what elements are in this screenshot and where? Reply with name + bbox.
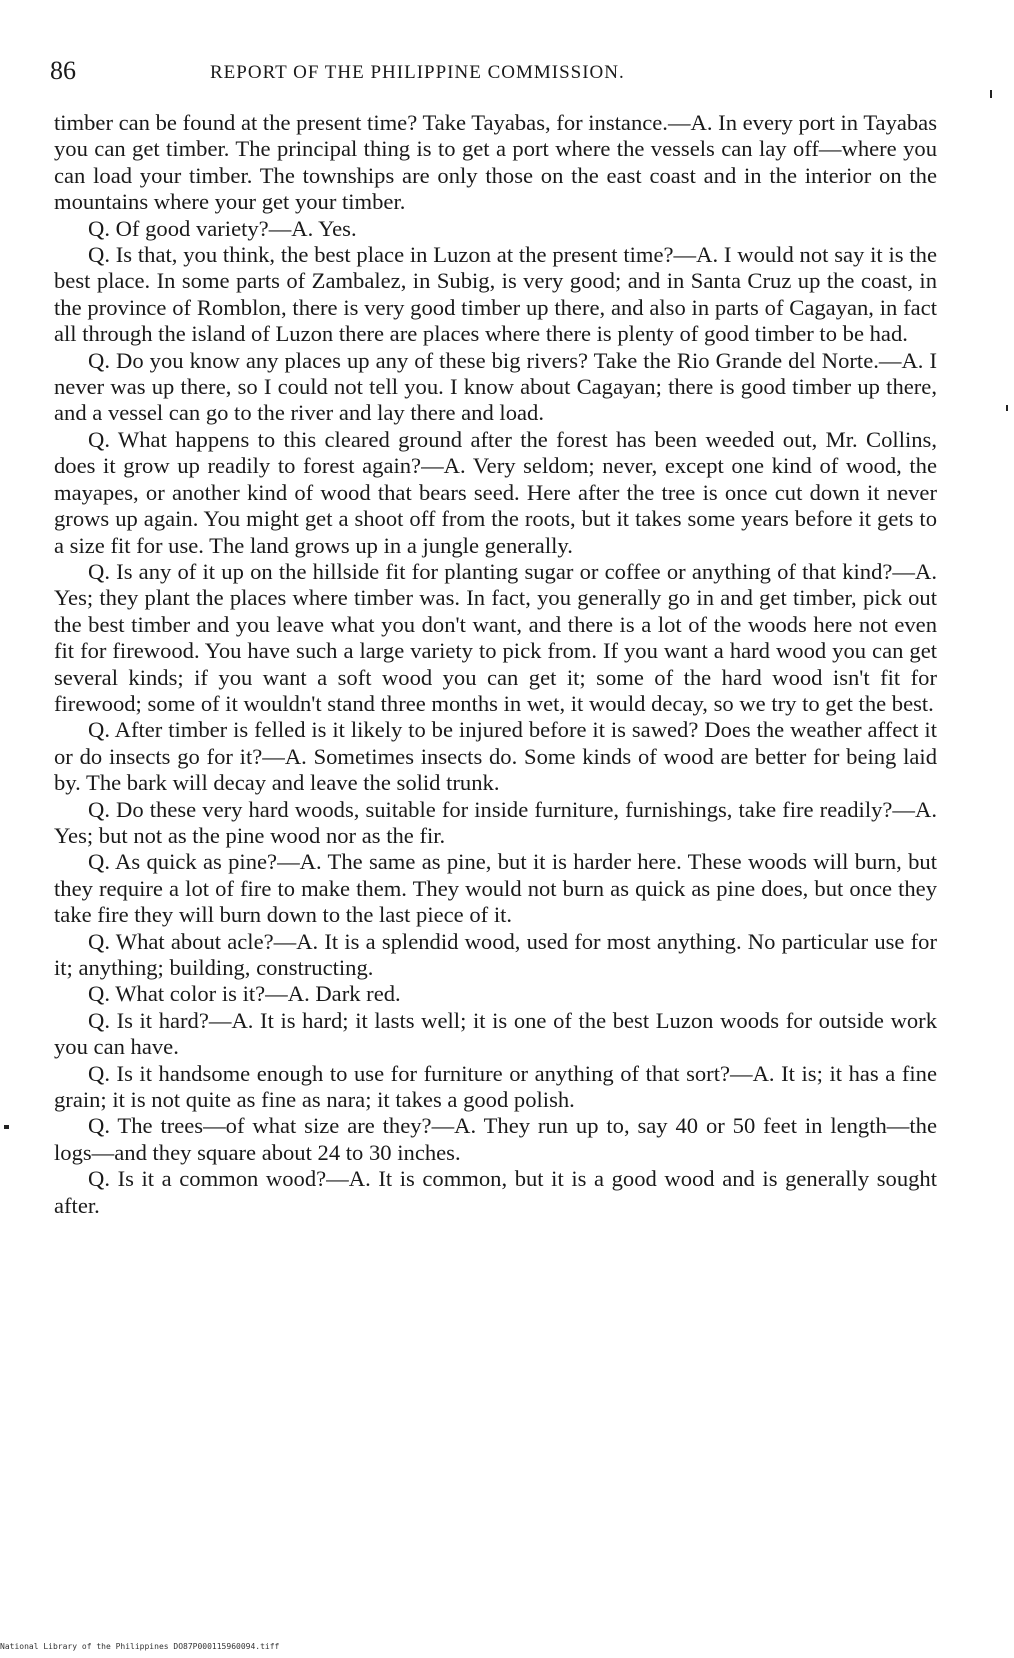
paragraph: Q. Is that, you think, the best place in Luzon at the present time?—A. I would not say it is the best place. In some parts of Zambalez, in Subig, is very good; and in Santa Cruz up the coast, in the province of Romblon, there is very good timber up there, and also in parts of Cagayan, in fact all through the island of Luzon there are places where there is plenty of good timber to be had. xyxy=(54,242,937,347)
paragraph-continuation: timber can be found at the present time? Take Tayabas, for instance.—A. In every port in Tayabas you can get timber. The principal thing is to get a port where the vessels can lay off—where you can load your timber. The townships are only those on the east coast and in the interior on the mountains where your get your timber. xyxy=(54,110,938,215)
paragraph: Q. Is it a common wood?—A. It is common, but it is a good wood and is generally sought after. xyxy=(54,1166,937,1218)
paragraph: Q. Is any of it up on the hillside fit for planting sugar or coffee or anything of that kind?—A. Yes; they plant the places where timber was. In fact, you generally go in and get timber, pick out the best timber and you leave what you don't want, and there is a lot of the woods here not even fit for firewood. You have such a large variety to pick from. If you want a hard wood you can get several kinds; if you want a soft wood you can get it; some of the hard wood isn't fit for firewood; some of it wouldn't stand three months in wet, it would decay, so we try to get the best. xyxy=(54,558,937,716)
page-number: 86 xyxy=(50,56,76,85)
running-title: REPORT OF THE PHILIPPINE COMMISSION. xyxy=(210,62,625,83)
paragraph: Q. After timber is felled is it likely to be injured before it is sawed? Does the weather affect it or do insects go for it?—A. Sometimes insects do. Some kinds of wood are better for being laid by. The bark will decay and leave the solid trunk. xyxy=(54,717,937,796)
paragraph: Q. Is it handsome enough to use for furniture or anything of that sort?—A. It is; it has a fine grain; it is not quite as fine as nara; it takes a good polish. xyxy=(54,1060,937,1113)
margin-speck xyxy=(990,90,992,98)
paragraph: Q. What color is it?—A. Dark red. xyxy=(88,981,401,1007)
scan-footer: National Library of the Philippines DO87P000115960094.tiff xyxy=(0,1642,280,1651)
body-text xyxy=(54,110,937,1219)
paragraph: Q. Do you know any places up any of these big rivers? Take the Rio Grande del Norte.—A. I never was up there, so I could not tell you. I know about Cagayan; there is good timber up there, and a vessel can go to the river and lay there and load. xyxy=(54,347,937,426)
margin-speck xyxy=(1006,405,1008,411)
paragraph: Q. As quick as pine?—A. The same as pine, but it is harder here. These woods will burn, but they require a lot of fire to make them. They would not burn as quick as pine does, but once they take fire they will burn down to the last piece of it. xyxy=(54,849,937,928)
paragraph: Q. Do these very hard woods, suitable for inside furniture, furnishings, take fire readily?—A. Yes; but not as the pine wood nor as the fir. xyxy=(54,796,937,848)
paragraph: Q. Is it hard?—A. It is hard; it lasts well; it is one of the best Luzon woods for outside work you can have. xyxy=(54,1007,937,1060)
paragraph: Q. The trees—of what size are they?—A. They run up to, say 40 or 50 feet in length—the logs—and they square about 24 to 30 inches. xyxy=(54,1113,937,1165)
page-header xyxy=(50,56,950,96)
paragraph: Q. What about acle?—A. It is a splendid wood, used for most anything. No particular use for it; anything; building, constructing. xyxy=(54,928,937,980)
paragraph: Q. What happens to this cleared ground after the forest has been weeded out, Mr. Collins, does it grow up readily to forest again?—A. Very seldom; never, except one kind of wood, the mayapes, or another kind of wood that bears seed. Here after the tree is once cut down it never grows up again. You might get a shoot off from the roots, but it takes some years before it gets to a size fit for use. The land grows up in a jungle generally. xyxy=(54,426,937,558)
paragraph: Q. Of good variety?—A. Yes. xyxy=(88,215,357,241)
margin-speck xyxy=(4,1125,9,1129)
